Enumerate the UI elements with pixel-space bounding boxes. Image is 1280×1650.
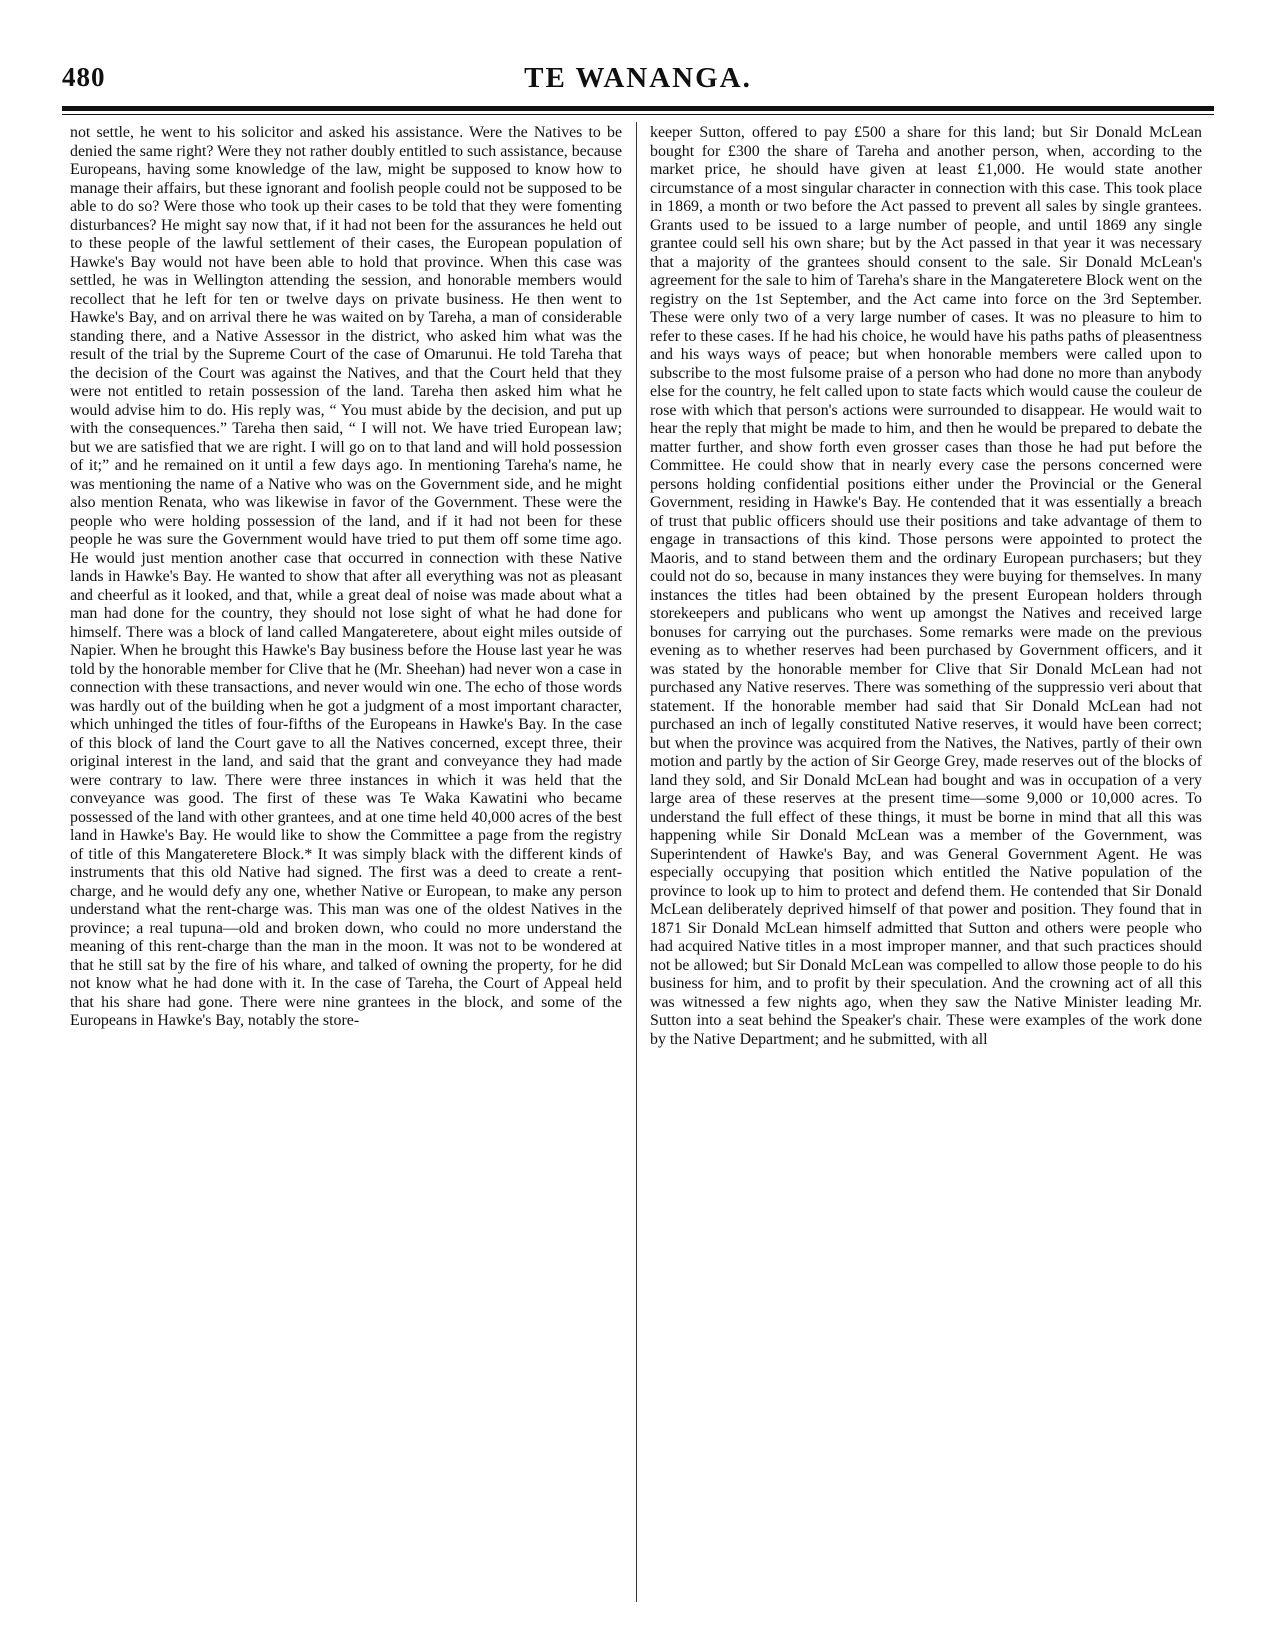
header-rule-thin [62,114,1214,115]
header-rule-thick [62,106,1214,111]
right-column-text: keeper Sutton, offered to pay £500 a share for this land; but Sir Donald McLean bought for £300 the share of Tareha and another person, when, according to the market price, he should have given at least £1,000. He would state another circumstance of a most singular character in connection with this case. This took place in 1869, a month or two before the Act passed to prevent all sales by single grantees. Grants used to be issued to a large number of people, and until 1869 any single grantee could sell his own share; but by the Act passed in that year it was necessary that a majority of the grantees should consent to the sale. Sir Donald McLean's agreement for the sale to him of Tareha's share in the Mangateretere Block went on the registry on the 1st September, and the Act came into force on the 3rd September. These were only two of a very large number of cases. It was no pleasure to him to refer to these cases. If he had his choice, he would have his paths paths of pleasentness and his ways ways of peace; but when honorable members were called upon to subscribe to the most fulsome praise of a person who had done no more than anybody else for the country, he felt called upon to state facts which would cause the couleur de rose with which that person's actions were surrounded to disappear. He would wait to hear the reply that might be made to him, and then he would be prepared to debate the matter further, and show forth even grosser cases than those he had put before the Committee. He could show that in nearly every case the persons concerned were persons holding confidential positions either under the Provincial or the General Government, residing in Hawke's Bay. He contended that it was essentially a breach of trust that public officers should use their positions and take advantage of them to engage in transactions of this kind. Those persons were appointed to protect the Maoris, and to stand between them and the ordinary European purchasers; but they could not do so, because in many instances they were buying for themselves. In many instances the titles had been obtained by the present European holders through storekeepers and publicans who went up amongst the Natives and received large bonuses for carrying out the purchases. Some remarks were made on the previous evening as to whether reserves had been purchased by Government officers, and it was stated by the honorable member for Clive that Sir Donald McLean had not purchased any Native reserves. There was something of the suppressio veri about that statement. If the honorable member had said that Sir Donald McLean had not purchased an inch of legally constituted Native reserves, it would have been correct; but when the province was acquired from the Natives, the Natives, partly of their own motion and partly by the action of Sir George Grey, made reserves out of the blocks of land they sold, and Sir Donald McLean had bought and was in occupation of a very large area of these reserves at the present time—some 9,000 or 10,000 acres. To understand the full effect of these things, it must be borne in mind that all this was happening while Sir Donald McLean was a member of the Government, was Superintendent of Hawke's Bay, and was General Government Agent. He was especially occupying that position which entitled the Native population of the province to look up to him to protect and defend them. He contended that Sir Donald McLean deliberately deprived himself of that power and position. They found that in 1871 Sir Donald McLean himself admitted that Sutton and others were people who had acquired Native titles in a most improper manner, and that such practices should not be allowed; but Sir Donald McLean was compelled to allow those people to do his business for him, and to profit by their speculation. And the crowning act of all this was witnessed a few nights ago, when they saw the Native Minister leading Mr. Sutton into a seat behind the Speaker's chair. These were examples of the work done by the Native Department; and he submitted, with all [650,124,1202,1048]
right-column [650,124,1202,1604]
left-column-text: not settle, he went to his solicitor and asked his assistance. Were the Natives to be denied the same right? Were they not rather doubly entitled to such assistance, because Europeans, having some knowledge of the law, might be supposed to know how to manage their affairs, but these ignorant and foolish people could not be supposed to be able to do so? Were those who took up their cases to be told that they were fomenting disturbances? He might say now that, if it had not been for the assurances he held out to these people of the lawful settlement of their cases, the European population of Hawke's Bay would not have been able to hold that province. When this case was settled, he was in Wellington attending the session, and honorable members would recollect that he left for ten or twelve days on private business. He then went to Hawke's Bay, and on arrival there he was waited on by Tareha, a man of considerable standing there, and a Native Assessor in the district, who asked him what was the result of the trial by the Supreme Court of the case of Omarunui. He told Tareha that the decision of the Court was against the Natives, and that the Court held that they were not entitled to retain possession of the land. Tareha then asked him what he would advise him to do. His reply was, “ You must abide by the decision, and put up with the consequences.” Tareha then said, “ I will not. We have tried European law; but we are satisfied that we are right. I will go on to that land and will hold possession of it;” and he remained on it until a few days ago. In mentioning Tareha's name, he was mentioning the name of a Native who was on the Government side, and he might also mention Renata, who was likewise in favor of the Government. These were the people who were holding possession of the land, and if it had not been for these people he was sure the Government would have tried to put them off some time ago. He would just mention another case that occurred in connection with these Native lands in Hawke's Bay. He wanted to show that after all everything was not as pleasant and cheerful as it looked, and that, while a great deal of noise was made about what a man had done for the country, they should not lose sight of what he had done for himself. There was a block of land called Mangateretere, about eight miles outside of Napier. When he brought this Hawke's Bay business before the House last year he was told by the honorable member for Clive that he (Mr. Sheehan) had never won a case in connection with these transactions, and never would win one. The echo of those words was hardly out of the building when he got a judgment of a most important character, which unhinged the titles of four-fifths of the Europeans in Hawke's Bay. In the case of this block of land the Court gave to all the Natives concerned, except three, their original interest in the land, and said that the grant and conveyance they had made were contrary to law. There were three instances in which it was held that the conveyance was good. The first of these was Te Waka Kawatini who became possessed of the land with other grantees, and at one time held 40,000 acres of the best land in Hawke's Bay. He would like to show the Committee a page from the registry of title of this Mangateretere Block.* It was simply black with the different kinds of instruments that this old Native had signed. The first was a deed to create a rent-charge, and he would defy any one, whether Native or European, to make any person understand what the rent-charge was. This man was one of the oldest Natives in the province; a real tupuna—old and broken down, who could no more understand the meaning of this rent-charge than the man in the moon. It was not to be wondered at that he still sat by the fire of his whare, and talked of owning the property, for he did not know what he had done with it. In the case of Tareha, the Court of Appeal held that his share had gone. There were nine grantees in the block, and some of the Europeans in Hawke's Bay, notably the store- [70,124,622,1029]
page-number: 480 [62,62,106,92]
journal-title: TE WANANGA. [524,62,752,94]
column-divider [636,122,637,1602]
page-header [62,62,1214,102]
left-column [70,124,622,1604]
